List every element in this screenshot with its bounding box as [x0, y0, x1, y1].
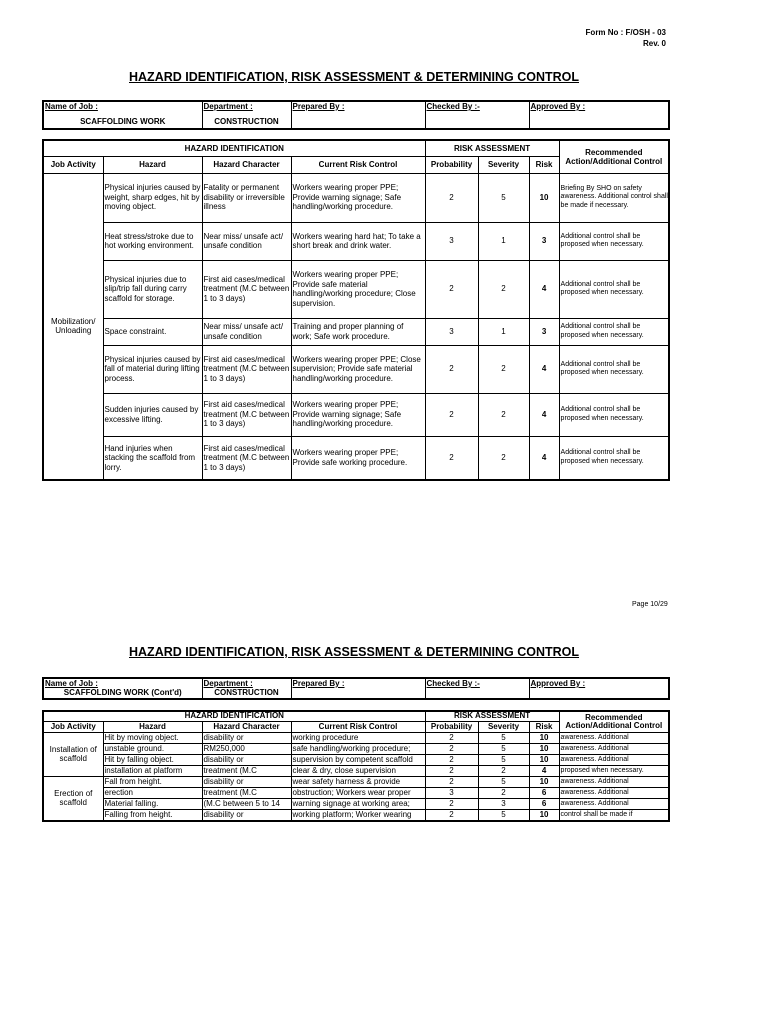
- control-cell: clear & dry, close supervision: [291, 765, 425, 776]
- table-row: [43, 393, 669, 436]
- page-title-continued: HAZARD IDENTIFICATION, RISK ASSESSMENT & DETERMINING CONTROL: [129, 645, 579, 659]
- risk-cell: 3: [529, 318, 559, 345]
- hazard-cell: Hit by moving object.: [103, 732, 202, 743]
- hazard-character-header: Hazard Character: [202, 721, 291, 732]
- hazard-character-header: Hazard Character: [202, 156, 291, 173]
- recommended-header: Recommended Action/Additional Control: [559, 140, 669, 173]
- severity-cell: 2: [478, 260, 529, 318]
- probability-header: Probability: [425, 156, 478, 173]
- severity-header: Severity: [478, 721, 529, 732]
- recommended-cell: Additional control shall be proposed when necessary.: [559, 222, 669, 260]
- risk-cell: 10: [529, 732, 559, 743]
- recommended-cell: Additional control shall be proposed when necessary.: [559, 345, 669, 393]
- hazard-cell: Fall from height.: [103, 776, 202, 787]
- hazard-cell: erection: [103, 787, 202, 798]
- risk-table: [42, 139, 670, 481]
- hazard-cell: installation at platform: [103, 765, 202, 776]
- table-row: [43, 809, 669, 821]
- form-number: [586, 27, 666, 49]
- hazard-cell: Physical injuries due to slip/trip fall during carry scaffold for storage.: [103, 260, 202, 318]
- name-of-job-value: SCAFFOLDING WORK (Cont'd): [43, 688, 202, 699]
- prepared-by-label: Prepared By :: [291, 101, 425, 129]
- hazard-cell: Hand injuries when stacking the scaffold from lorry.: [103, 436, 202, 480]
- hazard-cell: Physical injuries caused by weight, sharp edges, hit by moving object.: [103, 173, 202, 222]
- risk-header: Risk: [529, 721, 559, 732]
- risk-cell: 10: [529, 809, 559, 821]
- probability-cell: 2: [425, 809, 478, 821]
- job-activity-cell: Installation of scaffold: [43, 732, 103, 776]
- current-risk-control-header: Current Risk Control: [291, 721, 425, 732]
- table-row: [43, 318, 669, 345]
- job-activity-cell: Mobilization/ Unloading: [43, 173, 103, 480]
- page-title: HAZARD IDENTIFICATION, RISK ASSESSMENT & DETERMINING CONTROL: [129, 70, 579, 84]
- hazard-character-cell: treatment (M.C: [202, 765, 291, 776]
- risk-cell: 6: [529, 798, 559, 809]
- department-value: CONSTRUCTION: [202, 115, 291, 129]
- hazard-header: Hazard: [103, 721, 202, 732]
- control-cell: obstruction; Workers wear proper: [291, 787, 425, 798]
- control-cell: Workers wearing proper PPE; Provide safe working procedure.: [291, 436, 425, 480]
- table-row: [43, 436, 669, 480]
- job-activity-header: Job Activity: [43, 721, 103, 732]
- risk-cell: 3: [529, 222, 559, 260]
- job-info-table: [42, 100, 670, 130]
- hazard-cell: Hit by falling object.: [103, 754, 202, 765]
- control-cell: warning signage at working area;: [291, 798, 425, 809]
- control-cell: safe handling/working procedure;: [291, 743, 425, 754]
- revision: Rev. 0: [643, 39, 666, 48]
- probability-cell: 2: [425, 743, 478, 754]
- hazard-character-cell: RM250,000: [202, 743, 291, 754]
- table-row: [43, 798, 669, 809]
- probability-cell: 2: [425, 173, 478, 222]
- recommended-cell: awareness. Additional: [559, 732, 669, 743]
- recommended-cell: Briefing By SHO on safety awareness. Additional control shall be made if necessary.: [559, 173, 669, 222]
- department-label: Department :: [202, 678, 291, 688]
- table-row: [43, 754, 669, 765]
- table-row: [43, 776, 669, 787]
- control-cell: Workers wearing proper PPE; Provide warning signage; Safe handling/working procedure.: [291, 393, 425, 436]
- risk-cell: 4: [529, 436, 559, 480]
- hazard-cell: unstable ground.: [103, 743, 202, 754]
- control-cell: working platform; Worker wearing: [291, 809, 425, 821]
- probability-cell: 2: [425, 345, 478, 393]
- risk-cell: 4: [529, 260, 559, 318]
- risk-cell: 10: [529, 754, 559, 765]
- severity-cell: 2: [478, 787, 529, 798]
- probability-cell: 3: [425, 787, 478, 798]
- risk-cell: 10: [529, 743, 559, 754]
- control-cell: working procedure: [291, 732, 425, 743]
- probability-cell: 3: [425, 318, 478, 345]
- hazard-header: Hazard: [103, 156, 202, 173]
- hazard-character-cell: disability or: [202, 754, 291, 765]
- recommended-cell: Additional control shall be proposed when necessary.: [559, 436, 669, 480]
- risk-cell: 4: [529, 393, 559, 436]
- table-row: [43, 743, 669, 754]
- severity-cell: 1: [478, 222, 529, 260]
- risk-header: Risk: [529, 156, 559, 173]
- probability-cell: 2: [425, 765, 478, 776]
- hazard-cell: Space constraint.: [103, 318, 202, 345]
- control-cell: Workers wearing proper PPE; Provide safe material handling/working procedure; Close supervision.: [291, 260, 425, 318]
- severity-header: Severity: [478, 156, 529, 173]
- control-cell: Workers wearing proper PPE; Provide warning signage; Safe handling/working procedure.: [291, 173, 425, 222]
- job-activity-cell: Erection of scaffold: [43, 776, 103, 821]
- table-row: [43, 173, 669, 222]
- hazard-identification-header: HAZARD IDENTIFICATION: [43, 711, 425, 721]
- approved-by-label: Approved By :: [529, 101, 669, 129]
- hazard-character-cell: disability or: [202, 732, 291, 743]
- approved-by-label: Approved By :: [529, 678, 669, 699]
- recommended-cell: control shall be made if: [559, 809, 669, 821]
- current-risk-control-header: Current Risk Control: [291, 156, 425, 173]
- control-cell: Workers wearing hard hat; To take a short break and drink water.: [291, 222, 425, 260]
- recommended-cell: Additional control shall be proposed when necessary.: [559, 393, 669, 436]
- risk-cell: 6: [529, 787, 559, 798]
- hazard-character-cell: disability or: [202, 776, 291, 787]
- risk-cell: 10: [529, 173, 559, 222]
- risk-cell: 4: [529, 345, 559, 393]
- recommended-header: Recommended Action/Additional Control: [559, 711, 669, 732]
- department-label: Department :: [202, 101, 291, 115]
- severity-cell: 2: [478, 393, 529, 436]
- risk-assessment-header: RISK ASSESSMENT: [425, 711, 559, 721]
- hazard-character-cell: First aid cases/medical treatment (M.C between 1 to 3 days): [202, 393, 291, 436]
- recommended-cell: awareness. Additional: [559, 754, 669, 765]
- job-activity-header: Job Activity: [43, 156, 103, 173]
- hazard-character-cell: Near miss/ unsafe act/ unsafe condition: [202, 318, 291, 345]
- table-row: [43, 260, 669, 318]
- severity-cell: 5: [478, 754, 529, 765]
- table-row: [43, 732, 669, 743]
- probability-cell: 2: [425, 732, 478, 743]
- checked-by-label: Checked By :-: [425, 101, 529, 129]
- name-of-job-label: Name of Job :: [43, 101, 202, 115]
- job-info-table-continued: [42, 677, 670, 700]
- risk-cell: 4: [529, 765, 559, 776]
- recommended-cell: awareness. Additional: [559, 787, 669, 798]
- severity-cell: 1: [478, 318, 529, 345]
- hazard-character-cell: Near miss/ unsafe act/ unsafe condition: [202, 222, 291, 260]
- probability-cell: 2: [425, 393, 478, 436]
- probability-cell: 2: [425, 260, 478, 318]
- page-number: Page 10/29: [632, 601, 668, 608]
- severity-cell: 5: [478, 776, 529, 787]
- probability-cell: 2: [425, 754, 478, 765]
- recommended-cell: awareness. Additional: [559, 798, 669, 809]
- hazard-character-cell: treatment (M.C: [202, 787, 291, 798]
- hazard-character-cell: First aid cases/medical treatment (M.C between 1 to 3 days): [202, 345, 291, 393]
- table-row: [43, 222, 669, 260]
- severity-cell: 3: [478, 798, 529, 809]
- probability-cell: 3: [425, 222, 478, 260]
- severity-cell: 5: [478, 743, 529, 754]
- severity-cell: 5: [478, 809, 529, 821]
- severity-cell: 2: [478, 436, 529, 480]
- recommended-cell: awareness. Additional: [559, 776, 669, 787]
- hazard-cell: Physical injuries caused by fall of material during lifting process.: [103, 345, 202, 393]
- probability-cell: 2: [425, 798, 478, 809]
- risk-table-continued: [42, 710, 670, 822]
- hazard-cell: Sudden injuries caused by excessive lifting.: [103, 393, 202, 436]
- severity-cell: 2: [478, 765, 529, 776]
- risk-assessment-header: RISK ASSESSMENT: [425, 140, 559, 156]
- control-cell: Workers wearing proper PPE; Close supervision; Provide safe material handling/working procedure.: [291, 345, 425, 393]
- hazard-character-cell: (M.C between 5 to 14: [202, 798, 291, 809]
- hazard-character-cell: Fatality or permanent disability or irreversible illness: [202, 173, 291, 222]
- risk-cell: 10: [529, 776, 559, 787]
- hazard-identification-header: HAZARD IDENTIFICATION: [43, 140, 425, 156]
- hazard-character-cell: disability or: [202, 809, 291, 821]
- severity-cell: 5: [478, 732, 529, 743]
- recommended-cell: Additional control shall be proposed when necessary.: [559, 318, 669, 345]
- hazard-cell: Material falling.: [103, 798, 202, 809]
- table-row: [43, 345, 669, 393]
- hazard-cell: Heat stress/stroke due to hot working environment.: [103, 222, 202, 260]
- prepared-by-label: Prepared By :: [291, 678, 425, 699]
- hazard-character-cell: First aid cases/medical treatment (M.C between 1 to 3 days): [202, 436, 291, 480]
- table-row: [43, 787, 669, 798]
- recommended-cell: awareness. Additional: [559, 743, 669, 754]
- control-cell: supervision by competent scaffold: [291, 754, 425, 765]
- control-cell: Training and proper planning of work; Safe work procedure.: [291, 318, 425, 345]
- recommended-cell: proposed when necessary.: [559, 765, 669, 776]
- probability-cell: 2: [425, 776, 478, 787]
- probability-header: Probability: [425, 721, 478, 732]
- table-row: [43, 765, 669, 776]
- name-of-job-label: Name of Job :: [43, 678, 202, 688]
- severity-cell: 2: [478, 345, 529, 393]
- probability-cell: 2: [425, 436, 478, 480]
- hazard-character-cell: First aid cases/medical treatment (M.C between 1 to 3 days): [202, 260, 291, 318]
- form-no: Form No : F/OSH - 03: [585, 28, 666, 37]
- hazard-cell: Falling from height.: [103, 809, 202, 821]
- checked-by-label: Checked By :-: [425, 678, 529, 699]
- control-cell: wear safety harness & provide: [291, 776, 425, 787]
- severity-cell: 5: [478, 173, 529, 222]
- name-of-job-value: SCAFFOLDING WORK: [43, 115, 202, 129]
- department-value: CONSTRUCTION: [202, 688, 291, 699]
- recommended-cell: Additional control shall be proposed when necessary.: [559, 260, 669, 318]
